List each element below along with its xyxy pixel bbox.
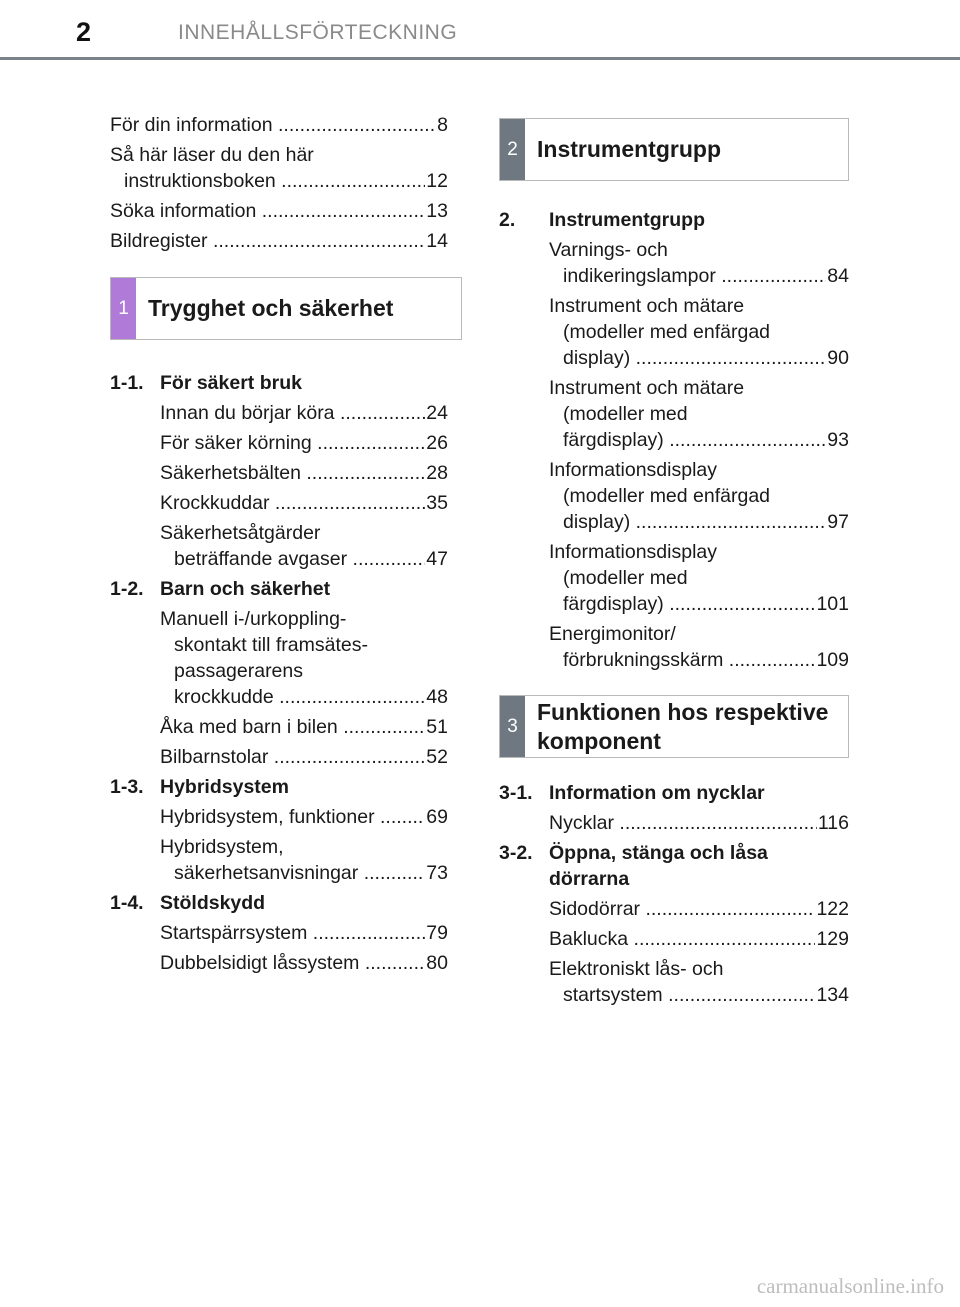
section-entries [160, 804, 448, 886]
toc-page-number: 26 [426, 432, 448, 454]
section-code: 1-1. [110, 372, 144, 394]
toc-page-number: 8 [437, 114, 448, 136]
toc-page-number: 52 [426, 746, 448, 768]
toc-entry[interactable] [549, 810, 849, 836]
section-code: 1-4. [110, 892, 144, 914]
right-column [499, 118, 849, 1012]
toc-entry[interactable] [160, 520, 448, 572]
toc-page-number: 129 [816, 928, 849, 950]
section-title: Barn och säkerhet [160, 578, 331, 600]
toc-entry[interactable] [549, 926, 849, 952]
toc-entry-line: Sidodörrar ..... [549, 896, 815, 922]
toc-page-number: 73 [426, 862, 448, 884]
running-title: INNEHÅLLSFÖRTECKNING [178, 21, 458, 44]
intro-list [110, 112, 448, 254]
toc-page-number: 24 [426, 402, 448, 424]
section-heading[interactable] [499, 780, 849, 806]
toc-entry[interactable] [549, 539, 849, 617]
toc-entry-line: (modeller med enfärgad [563, 485, 771, 507]
chapter-3-number: 3 [500, 696, 525, 757]
toc-entry-line: beträffande avgaser ..... [160, 546, 425, 572]
toc-page-number: 51 [426, 716, 448, 738]
toc-page-number: 97 [827, 511, 849, 533]
toc-entry-line: Innan du börjar köra ..... [160, 400, 425, 426]
toc-entry-line: (modeller med enfärgad [563, 321, 771, 343]
section-title: Hybridsystem [160, 776, 289, 798]
toc-entry-line: Baklucka ..... [549, 926, 815, 952]
header-rule [0, 57, 960, 60]
chapter-3-box[interactable] [499, 695, 849, 758]
chapter-1-number: 1 [111, 278, 136, 339]
toc-page-number: 122 [816, 898, 849, 920]
section-heading[interactable] [110, 890, 448, 916]
toc-entry-line: passagerarens [174, 660, 303, 682]
toc-entry-line: Säkerhetsbälten ..... [160, 460, 425, 486]
toc-entry-line: Bildregister ..... [110, 228, 425, 254]
toc-entry[interactable] [549, 457, 849, 535]
section-heading[interactable] [110, 576, 448, 602]
toc-entry-line: Söka information ..... [110, 198, 425, 224]
chapter-2-number: 2 [500, 119, 525, 180]
page-number: 2 [76, 17, 92, 47]
toc-entry-line: förbrukningsskärm ..... [549, 647, 815, 673]
toc-page-number: 47 [426, 548, 448, 570]
toc-entry-line: färgdisplay) ..... [549, 427, 826, 453]
chapter-1-box[interactable] [110, 277, 462, 340]
toc-entry-line: skontakt till framsätes- [174, 634, 368, 656]
section-title: Instrumentgrupp [549, 209, 705, 231]
toc-entry[interactable] [160, 920, 448, 946]
section-entries [160, 920, 448, 976]
section-heading[interactable] [110, 370, 448, 396]
toc-entry-line: Säkerhetsåtgärder [160, 522, 321, 544]
toc-page-number: 134 [816, 984, 849, 1006]
toc-entry-line: (modeller med [563, 567, 688, 589]
chapter-1-title: Trygghet och säkerhet [148, 295, 394, 321]
toc-entry-line: färgdisplay) ..... [549, 591, 815, 617]
toc-entry-line: Hybridsystem, funktioner ..... [160, 804, 425, 830]
section-code: 1-3. [110, 776, 144, 798]
toc-page-number: 101 [816, 593, 849, 615]
toc-page-number: 116 [817, 812, 849, 834]
section-entries [549, 237, 849, 673]
toc-page-number: 109 [816, 649, 849, 671]
toc-entry-line: display) ..... [549, 345, 826, 371]
chapter-3-title: Funktionen hos respektive komponent [537, 698, 829, 754]
section-heading[interactable] [110, 774, 448, 800]
toc-entry-line: Informationsdisplay [549, 459, 717, 481]
toc-entry-line: indikeringslampor ..... [549, 263, 826, 289]
toc-entry-line: säkerhetsanvisningar ..... [160, 860, 425, 886]
chapter-2-box[interactable] [499, 118, 849, 181]
section-entries [160, 606, 448, 770]
page-header [0, 0, 960, 60]
toc-page-number: 84 [827, 265, 849, 287]
toc-entry-line: instruktionsboken ..... [110, 168, 425, 194]
toc-entry-line: startsystem ..... [549, 982, 815, 1008]
section-entries [549, 896, 849, 1008]
toc-entry-line: Informationsdisplay [549, 541, 717, 563]
chapter-2-title: Instrumentgrupp [537, 136, 721, 162]
toc-entry[interactable] [160, 834, 448, 886]
toc-page-number: 14 [426, 230, 448, 252]
toc-page-number: 69 [426, 806, 448, 828]
toc-entry[interactable] [160, 490, 448, 516]
toc-entry[interactable] [110, 112, 448, 138]
toc-entry[interactable] [160, 804, 448, 830]
toc-entry-line: Så här läser du den här [110, 144, 314, 166]
toc-entry-line: Dubbelsidigt låssystem ..... [160, 950, 425, 976]
toc-entry[interactable] [160, 744, 448, 770]
section-title: Öppna, stänga och låsa dörrarna [549, 842, 768, 890]
toc-entry-line: Krockkuddar ..... [160, 490, 425, 516]
toc-entry[interactable] [110, 228, 448, 254]
section-entries [160, 400, 448, 572]
section-heading[interactable] [499, 840, 849, 892]
toc-page-number: 90 [827, 347, 849, 369]
toc-entry-line: Instrument och mätare [549, 377, 745, 399]
toc-entry[interactable] [549, 375, 849, 453]
toc-entry-line: För säker körning ..... [160, 430, 425, 456]
left-column [110, 112, 448, 980]
toc-entry-line: Nycklar ..... [549, 810, 817, 836]
chapter-3-sections [499, 780, 849, 1008]
toc-page-number: 79 [426, 922, 448, 944]
toc-page-number: 12 [426, 170, 448, 192]
toc-entry[interactable] [110, 198, 448, 224]
toc-entry[interactable] [549, 956, 849, 1008]
toc-entry[interactable] [549, 293, 849, 371]
toc-entry[interactable] [160, 430, 448, 456]
toc-page-number: 35 [426, 492, 448, 514]
toc-entry[interactable] [160, 950, 448, 976]
toc-entry[interactable] [160, 606, 448, 710]
chapter-2-sections [499, 207, 849, 673]
section-code: 3-1. [499, 782, 533, 804]
toc-entry-line: krockkudde ..... [160, 684, 425, 710]
section-title: För säkert bruk [160, 372, 302, 394]
section-title: Information om nycklar [549, 782, 765, 804]
toc-page-number: 13 [426, 200, 448, 222]
toc-entry[interactable] [549, 621, 849, 673]
toc-entry-line: display) ..... [549, 509, 826, 535]
section-heading[interactable] [499, 207, 849, 233]
toc-entry-line: Startspärrsystem ..... [160, 920, 425, 946]
toc-entry[interactable] [160, 460, 448, 486]
section-title: Stöldskydd [160, 892, 266, 914]
toc-entry-line: Instrument och mätare [549, 295, 745, 317]
toc-entry-line: Bilbarnstolar ..... [160, 744, 425, 770]
toc-page-number: 80 [426, 952, 448, 974]
toc-entry-line: (modeller med [563, 403, 688, 425]
toc-page-number: 28 [426, 462, 448, 484]
toc-entry[interactable] [160, 714, 448, 740]
toc-entry-line: Manuell i-/urkoppling- [160, 608, 347, 630]
toc-entry[interactable] [549, 237, 849, 289]
toc-entry[interactable] [549, 896, 849, 922]
toc-entry-line: Åka med barn i bilen ..... [160, 714, 425, 740]
section-code: 2. [499, 209, 516, 231]
toc-entry-line: För din information ..... [110, 112, 436, 138]
toc-entry-line: Energimonitor/ [549, 623, 676, 645]
section-entries [549, 810, 849, 836]
toc-entry-line: Hybridsystem, [160, 836, 284, 858]
section-code: 1-2. [110, 578, 144, 600]
toc-entry-line: Varnings- och [549, 239, 668, 261]
toc-page-number: 93 [827, 429, 849, 451]
watermark: carmanualsonline.info [756, 1274, 944, 1298]
toc-entry-line: Elektroniskt lås- och [549, 958, 724, 980]
chapter-1-sections [110, 370, 448, 976]
toc-entry[interactable] [160, 400, 448, 426]
toc-page-number: 48 [426, 686, 448, 708]
toc-entry[interactable] [110, 142, 448, 194]
section-code: 3-2. [499, 842, 533, 864]
